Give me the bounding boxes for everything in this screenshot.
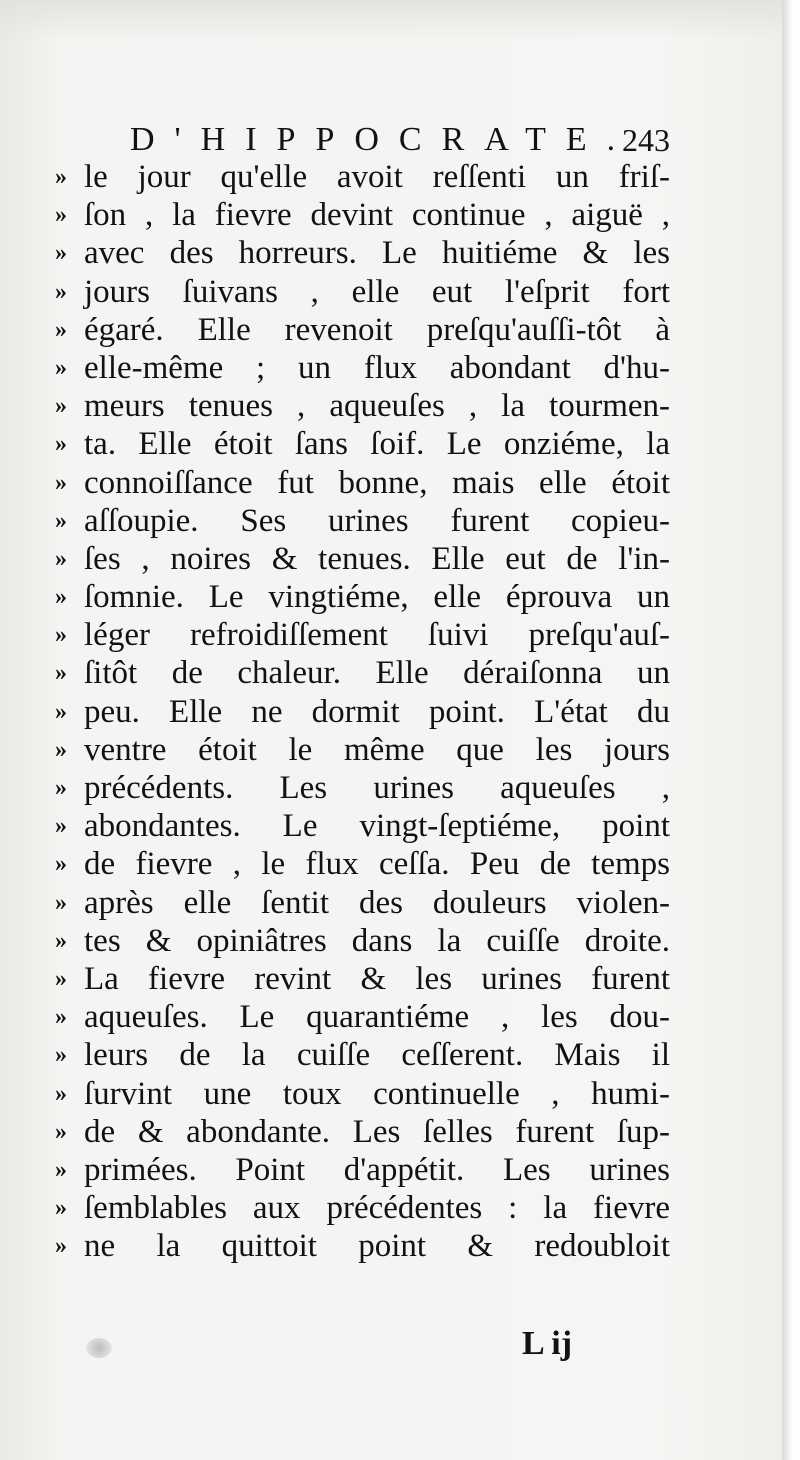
signature-mark: L ij: [522, 1325, 573, 1362]
ink-spot: [86, 1338, 112, 1358]
quote-mark: »: [55, 545, 67, 572]
quote-mark: »: [55, 736, 67, 763]
quote-mark: »: [55, 393, 67, 420]
quote-mark: »: [55, 1042, 67, 1069]
line-text: aſſoupie. Ses urines furent copieu-: [84, 502, 670, 539]
quote-mark: »: [55, 469, 67, 496]
quote-mark: »: [55, 622, 67, 649]
text-line: [44, 845, 670, 883]
line-text: connoiſſance fut bonne, mais elle étoit: [84, 464, 670, 501]
text-block: [44, 158, 670, 1265]
line-text: meurs tenues , aqueuſes , la tourmen-: [84, 388, 670, 425]
text-line: [44, 1189, 670, 1227]
text-line: [44, 922, 670, 960]
text-line: [44, 425, 670, 463]
quote-mark: »: [55, 851, 67, 878]
line-text: ſemblables aux précédentes : la fievre: [84, 1190, 670, 1227]
text-line: [44, 884, 670, 922]
quote-mark: »: [55, 660, 67, 687]
quote-mark: »: [55, 927, 67, 954]
text-line: [44, 1227, 670, 1265]
line-text: elle-même ; un flux abondant d'hu-: [84, 349, 670, 386]
line-text: précédents. Les urines aqueuſes ,: [84, 770, 670, 806]
text-line: [44, 196, 670, 234]
quote-mark: »: [55, 1195, 67, 1222]
text-line: [44, 540, 670, 578]
line-text: ſon , la fievre devint continue , aiguë ,: [84, 197, 670, 234]
text-line: [44, 616, 670, 654]
text-line: [44, 731, 670, 769]
quote-mark: »: [55, 431, 67, 458]
text-line: [44, 578, 670, 616]
line-text: primées. Point d'appétit. Les urines: [84, 1151, 670, 1188]
page-right-edge: [782, 0, 800, 1460]
quote-mark: »: [55, 775, 67, 801]
text-line: [44, 349, 670, 387]
line-text: ne la quittoit point & redoubloit: [84, 1228, 670, 1265]
text-line: [44, 1113, 670, 1151]
quote-mark: »: [55, 1118, 67, 1145]
line-text: aqueuſes. Le quarantiéme , les dou-: [84, 999, 670, 1036]
quote-mark: »: [55, 889, 67, 916]
quote-mark: »: [55, 1233, 67, 1260]
quote-mark: »: [55, 202, 67, 229]
text-line: [44, 807, 670, 845]
quote-mark: »: [55, 316, 67, 343]
line-text: La fievre revint & les urines furent: [84, 960, 670, 997]
line-text: le jour qu'elle avoit reſſenti un friſ-: [84, 159, 670, 195]
text-line: [44, 693, 670, 731]
line-text: égaré. Elle revenoit preſqu'auſſi-tôt à: [84, 311, 670, 348]
line-text: après elle ſentit des douleurs violen-: [84, 884, 670, 921]
text-line: [44, 998, 670, 1036]
line-text: peu. Elle ne dormit point. L'état du: [84, 693, 670, 730]
quote-mark: »: [55, 507, 67, 534]
text-line: [44, 1151, 670, 1189]
page-number: 243: [622, 122, 670, 158]
text-line: [44, 654, 670, 692]
text-line: [44, 1036, 670, 1074]
line-text: ſomnie. Le vingtiéme, elle éprouva un: [84, 579, 670, 616]
quote-mark: »: [55, 1080, 67, 1107]
line-text: ſitôt de chaleur. Elle déraiſonna un: [84, 655, 670, 692]
text-line: [44, 234, 670, 272]
line-text: ſurvint une toux continuelle , humi-: [84, 1075, 670, 1112]
line-text: abondantes. Le vingt-ſeptiéme, point: [84, 808, 670, 845]
text-line: [44, 273, 670, 311]
quote-mark: »: [55, 813, 67, 840]
line-text: tes & opiniâtres dans la cuiſſe droite.: [84, 922, 670, 959]
line-text: léger refroidiſſement ſuivi preſqu'auſ-: [84, 617, 670, 654]
line-text: leurs de la cuiſſe ceſſerent. Mais il: [84, 1037, 670, 1074]
quote-mark: »: [55, 698, 67, 725]
quote-mark: »: [55, 164, 67, 190]
text-line: [44, 769, 670, 807]
text-line: [44, 1075, 670, 1113]
line-text: de & abondante. Les ſelles furent ſup-: [84, 1113, 670, 1150]
running-header: [130, 118, 670, 162]
text-line: [44, 158, 670, 196]
line-text: ventre étoit le même que les jours: [84, 731, 670, 768]
quote-mark: »: [55, 1004, 67, 1031]
page-top-shade: [0, 0, 782, 40]
line-text: jours ſuivans , elle eut l'eſprit fort: [84, 273, 670, 310]
text-line: [44, 464, 670, 502]
quote-mark: »: [55, 240, 67, 267]
line-text: ſes , noires & tenues. Elle eut de l'in-: [84, 540, 670, 577]
quote-mark: »: [55, 278, 67, 305]
line-text: ta. Elle étoit ſans ſoif. Le onziéme, la: [84, 426, 670, 463]
line-text: avec des horreurs. Le huitiéme & les: [84, 235, 670, 272]
quote-mark: »: [55, 965, 67, 992]
line-text: de fievre , le flux ceſſa. Peu de temps: [84, 846, 670, 883]
quote-mark: »: [55, 354, 67, 381]
text-line: [44, 960, 670, 998]
quote-mark: »: [55, 1156, 67, 1183]
quote-mark: »: [55, 584, 67, 611]
text-line: [44, 387, 670, 425]
text-line: [44, 502, 670, 540]
text-line: [44, 311, 670, 349]
running-title: D'HIPPOCRATE.: [130, 121, 636, 158]
